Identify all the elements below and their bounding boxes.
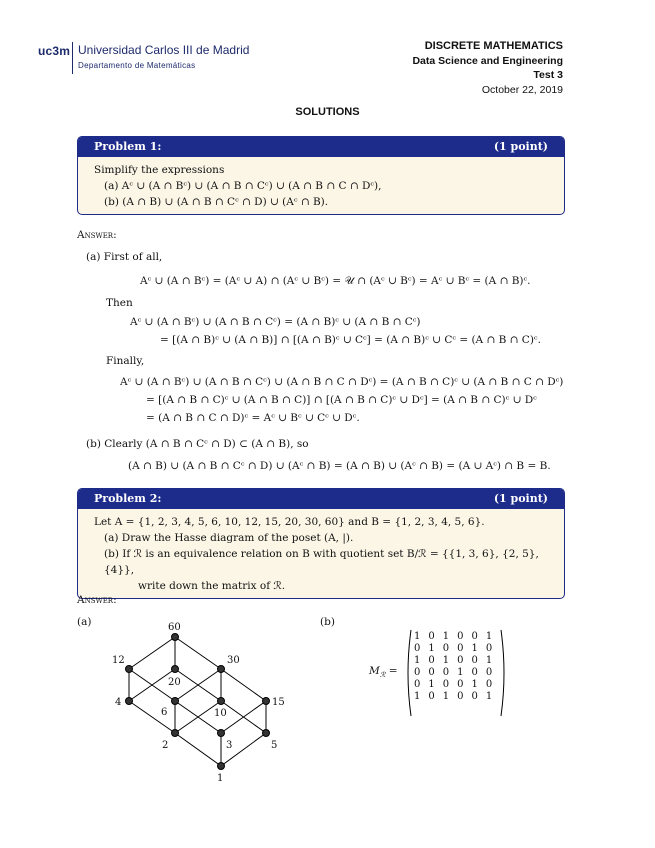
test-number: Test 3 [533, 69, 563, 81]
label-4: 4 [115, 697, 122, 708]
label-15: 15 [272, 697, 285, 708]
matrix-cell: 0 [457, 690, 464, 702]
node-4 [126, 698, 133, 705]
matrix-cell: 1 [471, 642, 478, 654]
problem-2-item-b: (b) If ℛ is an equivalence relation on B with quotient set B/ℛ = {{1, 3, 6}, {2, 5}, {4}}, [104, 548, 539, 576]
answer-1a-eq3a: Aᶜ ∪ (A ∩ Bᶜ) ∪ (A ∩ B ∩ Cᶜ) ∪ (A ∩ B ∩ C ∩ Dᶜ) = (A ∩ B ∩ C)ᶜ ∪ (A ∩ B ∩ C ∩ Dᶜ) [120, 376, 564, 388]
matrix-cell: 1 [442, 654, 450, 666]
answer-1-label: Answer: [77, 229, 117, 241]
answer-1b-eq: (A ∩ B) ∪ (A ∩ B ∩ Cᶜ ∩ D) ∪ (Aᶜ ∩ B) = (A ∩ B) ∪ (Aᶜ ∩ B) = (A ∪ Aᶜ) ∩ B = B. [128, 460, 551, 472]
node-15 [263, 698, 270, 705]
matrix-cell: 0 [471, 666, 478, 678]
answer-1a-eq2a: Aᶜ ∪ (A ∩ Bᶜ) ∪ (A ∩ B ∩ Cᶜ) = (A ∩ B)ᶜ ∪ (A ∩ B ∩ Cᶜ) [130, 316, 421, 328]
matrix-cell: 1 [457, 666, 464, 678]
problem-1-item-a: (a) Aᶜ ∪ (A ∩ Bᶜ) ∪ (A ∩ B ∩ Cᶜ) ∪ (A ∩ B ∩ C ∩ Dᶜ), [104, 180, 382, 192]
node-3 [218, 730, 225, 737]
matrix-cell: 1 [414, 690, 421, 702]
department-name: Departamento de Matemáticas [78, 61, 196, 70]
matrix-cell: 1 [442, 630, 450, 642]
problem-1-intro: Simplify the expressions [94, 164, 225, 176]
matrix-cell: 0 [485, 678, 493, 690]
matrix-cell: 0 [457, 630, 464, 642]
answer-1a-eq1: Aᶜ ∪ (A ∩ Bᶜ) = (Aᶜ ∪ A) ∩ (Aᶜ ∪ Bᶜ) = 𝒰 ∩ (Aᶜ ∪ Bᶜ) = Aᶜ ∪ Bᶜ = (A ∩ B)ᶜ. [140, 275, 531, 287]
answer-1a-finally: Finally, [106, 355, 145, 367]
matrix-cell: 0 [428, 630, 435, 642]
node-60 [172, 634, 179, 641]
node-5 [263, 730, 270, 737]
matrix-cell: 1 [442, 690, 450, 702]
matrix-cell: 0 [457, 654, 464, 666]
relation-matrix [410, 630, 496, 702]
problem-2-item-b-cont: write down the matrix of ℛ. [138, 580, 286, 592]
answer-1a-eq2b: = [(A ∩ B)ᶜ ∪ (A ∩ B)] ∩ [(A ∩ B)ᶜ ∪ Cᶜ] = (A ∩ B)ᶜ ∪ Cᶜ = (A ∩ B ∩ C)ᶜ. [160, 334, 541, 346]
matrix-cell: 1 [414, 654, 421, 666]
matrix-cell: 0 [471, 630, 478, 642]
matrix-cell: 0 [442, 642, 450, 654]
answer-2b-label: (b) [320, 616, 335, 628]
matrix-row [410, 690, 496, 702]
matrix-row [410, 630, 496, 642]
matrix-row [410, 642, 496, 654]
label-30: 30 [227, 655, 240, 666]
matrix-right-paren [500, 629, 508, 717]
matrix-label [369, 665, 398, 679]
matrix-row [410, 654, 496, 666]
matrix-subscript: ℛ [379, 671, 386, 680]
matrix-cell: 0 [414, 678, 421, 690]
problem-2-points: (1 point) [493, 492, 548, 505]
hasse-edges [129, 637, 266, 766]
matrix-cell: 0 [428, 654, 435, 666]
problem-2-intro: Let A = {1, 2, 3, 4, 5, 6, 10, 12, 15, 20, 30, 60} and B = {1, 2, 3, 4, 5, 6}. [94, 516, 485, 528]
problem-2-header [78, 489, 564, 509]
node-12 [126, 666, 133, 673]
matrix-cell: 0 [471, 654, 478, 666]
label-6: 6 [161, 707, 168, 718]
label-1: 1 [217, 773, 224, 784]
matrix-cell: 1 [428, 678, 435, 690]
matrix-cell: 0 [471, 690, 478, 702]
matrix-row [410, 678, 496, 690]
hasse-diagram [100, 615, 300, 785]
node-2 [172, 730, 179, 737]
problem-1-points: (1 point) [493, 140, 548, 153]
edge-12-60 [129, 637, 175, 669]
problem-2-item-a: (a) Draw the Hasse diagram of the poset (A, |). [104, 532, 354, 544]
answer-2-label: Answer: [77, 594, 117, 606]
label-12: 12 [112, 655, 125, 666]
label-2: 2 [162, 740, 169, 751]
answer-1a-then: Then [106, 297, 133, 309]
answer-1a-intro: (a) First of all, [86, 251, 163, 263]
label-60: 60 [168, 622, 181, 633]
problem-2-box [77, 488, 565, 599]
hasse-labels [112, 622, 285, 784]
matrix-cell: 0 [457, 678, 464, 690]
matrix-cell: 1 [485, 654, 493, 666]
matrix-cell: 1 [471, 678, 478, 690]
matrix-cell: 0 [442, 678, 450, 690]
matrix-cell: 0 [442, 666, 450, 678]
node-30 [218, 666, 225, 673]
problem-1-item-b: (b) (A ∩ B) ∪ (A ∩ B ∩ Cᶜ ∩ D) ∪ (Aᶜ ∩ B). [104, 196, 329, 208]
matrix-row [410, 666, 496, 678]
label-3: 3 [226, 740, 233, 751]
label-20: 20 [168, 677, 181, 688]
university-name: Universidad Carlos III de Madrid [78, 43, 250, 57]
node-1 [218, 763, 225, 770]
answer-1b-intro: (b) Clearly (A ∩ B ∩ Cᶜ ∩ D) ⊂ (A ∩ B), so [86, 438, 309, 450]
answer-1a-eq3b: = [(A ∩ B ∩ C)ᶜ ∪ (A ∩ B ∩ C)] ∩ [(A ∩ B ∩ C)ᶜ ∪ Dᶜ] = (A ∩ B ∩ C)ᶜ ∪ Dᶜ [146, 394, 537, 406]
matrix-cell: 1 [414, 630, 421, 642]
label-10: 10 [214, 708, 227, 719]
edge-30-60 [175, 637, 221, 669]
logo-divider [72, 42, 73, 74]
node-10 [218, 698, 225, 705]
matrix-cell: 0 [485, 666, 493, 678]
problem-2-heading: Problem 2: [94, 492, 162, 505]
matrix-equals: = [388, 665, 398, 677]
matrix-symbol: M [369, 665, 380, 677]
logo-mark: uc3m [38, 44, 71, 58]
matrix-cell: 1 [428, 642, 435, 654]
matrix-cell: 0 [457, 642, 464, 654]
matrix-cell: 0 [414, 642, 421, 654]
problem-1-header [78, 137, 564, 157]
matrix-cell: 0 [414, 666, 421, 678]
node-20 [172, 666, 179, 673]
page-title: SOLUTIONS [295, 106, 360, 118]
course-title: DISCRETE MATHEMATICS [424, 40, 563, 52]
answer-1a-eq3c: = (A ∩ B ∩ C ∩ D)ᶜ = Aᶜ ∪ Bᶜ ∪ Cᶜ ∪ Dᶜ. [146, 412, 360, 424]
program-name: Data Science and Engineering [412, 55, 563, 67]
answer-2a-label: (a) [77, 616, 92, 628]
edge-1-2 [175, 733, 221, 766]
matrix-cell: 1 [485, 630, 493, 642]
problem-1-heading: Problem 1: [94, 140, 162, 153]
label-5: 5 [271, 740, 278, 751]
matrix-cell: 0 [428, 690, 435, 702]
exam-date: October 22, 2019 [481, 84, 563, 96]
edge-15-30 [221, 669, 266, 701]
matrix-cell: 0 [428, 666, 435, 678]
node-6 [172, 698, 179, 705]
matrix-cell: 0 [485, 642, 493, 654]
edge-2-4 [129, 701, 175, 733]
matrix-cell: 1 [485, 690, 493, 702]
problem-1-box [77, 136, 565, 215]
